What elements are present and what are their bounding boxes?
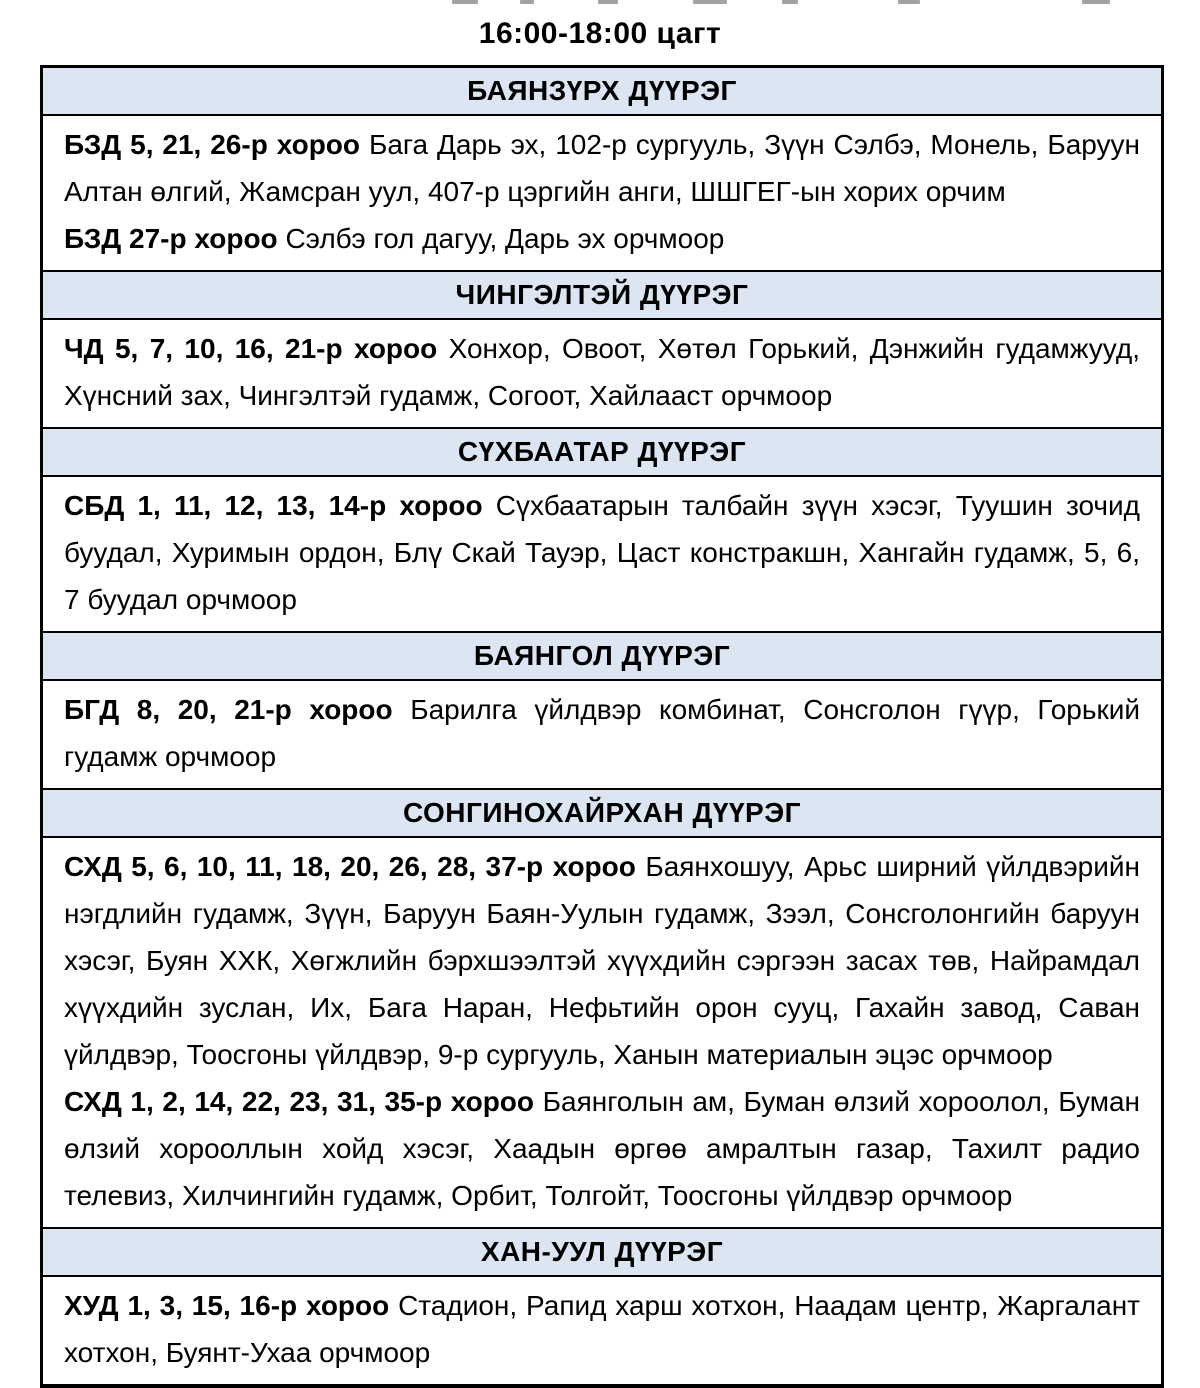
district-areas-cell [43, 1277, 1161, 1384]
area-paragraph [64, 843, 1140, 1078]
district-areas-cell [43, 320, 1161, 427]
district-section [43, 788, 1161, 1227]
area-list: Баянголын ам, Буман өлзий хороолол, Буман өлзий хорооллын хойд хэсэг, Хаадын өргөө амралтын газар, Тахилт радио телевиз, Хилчингийн гудамж, Орбит, Толгойт, Тоосгоны үйлдвэр орчмоор [64, 1086, 1140, 1211]
area-list: Барилга үйлдвэр комбинат, Сонсголон гүүр, Горький гудамж орчмоор [64, 694, 1140, 772]
khoroo-lead: БЗД 27-р хороо [64, 223, 278, 254]
district-section [43, 270, 1161, 427]
cropped-text-remnant [0, 0, 1200, 6]
khoroo-lead: СХД 1, 2, 14, 22, 23, 31, 35-р хороо [64, 1086, 535, 1117]
area-list: Баянхошуу, Арьс ширний үйлдвэрийн нэгдлийн гудамж, Зүүн, Баруун Баян-Уулын гудамж, Зээл, Сонсголонгийн баруун хэсэг, Буян ХХК, Хөгжлийн бэрхшээлтэй хүүхдийн сэргээн засах төв, Найрамдал хүүхдийн зуслан, Их, Бага Наран, Нефьтийн орон сууц, Гахайн завод, Саван үйлдвэр, Тоосгоны үйлдвэр, 9-р сургууль, Ханын материалын эцэс орчмоор [64, 851, 1140, 1070]
district-section [43, 1227, 1161, 1384]
district-header: СОНГИНОХАЙРХАН ДҮҮРЭГ [43, 788, 1161, 838]
area-list: Хонхор, Овоот, Хөтөл Горький, Дэнжийн гудамжууд, Хүнсний зах, Чингэлтэй гудамж, Согоот, Хайлааст орчмоор [64, 333, 1140, 411]
district-areas-cell [43, 116, 1161, 270]
area-paragraph [64, 686, 1140, 780]
district-areas-cell [43, 477, 1161, 631]
area-paragraph [64, 1282, 1140, 1376]
district-areas-cell [43, 681, 1161, 788]
time-range-title: 16:00-18:00 цагт [478, 17, 722, 50]
outage-schedule-table [40, 65, 1164, 1388]
khoroo-lead: ХУД 1, 3, 15, 16-р хороо [64, 1290, 390, 1321]
district-header: ХАН-УУЛ ДҮҮРЭГ [43, 1227, 1161, 1277]
district-header: СҮХБААТАР ДҮҮРЭГ [43, 427, 1161, 477]
area-list: Стадион, Рапид харш хотхон, Наадам центр, Жаргалант хотхон, Буянт-Ухаа орчмоор [64, 1290, 1140, 1368]
district-section [43, 631, 1161, 788]
district-section [43, 427, 1161, 631]
khoroo-lead: СХД 5, 6, 10, 11, 18, 20, 26, 28, 37-р хороо [64, 851, 636, 882]
area-paragraph [64, 215, 1140, 262]
area-paragraph [64, 121, 1140, 215]
district-section [43, 68, 1161, 270]
khoroo-lead: СБД 1, 11, 12, 13, 14-р хороо [64, 490, 483, 521]
area-paragraph [64, 482, 1140, 623]
area-list: Сэлбэ гол дагуу, Дарь эх орчмоор [285, 223, 725, 254]
district-header: БАЯНГОЛ ДҮҮРЭГ [43, 631, 1161, 681]
area-list: Сүхбаатарын талбайн зүүн хэсэг, Туушин зочид буудал, Хуримын ордон, Блү Скай Тауэр, Цаст констракшн, Хангайн гудамж, 5, 6, 7 буудал орчмоор [64, 490, 1140, 615]
district-areas-cell [43, 838, 1161, 1227]
area-list: Бага Дарь эх, 102-р сургууль, Зүүн Сэлбэ, Монель, Баруун Алтан өлгий, Жамсран уул, 407-р цэргийн анги, ШШГЕГ-ын хорих орчим [64, 129, 1141, 207]
area-paragraph [64, 325, 1140, 419]
area-paragraph [64, 1078, 1140, 1219]
district-header: БАЯНЗҮРХ ДҮҮРЭГ [43, 68, 1161, 116]
khoroo-lead: БГД 8, 20, 21-р хороо [64, 694, 393, 725]
khoroo-lead: ЧД 5, 7, 10, 16, 21-р хороо [64, 333, 438, 364]
khoroo-lead: БЗД 5, 21, 26-р хороо [64, 129, 361, 160]
district-header: ЧИНГЭЛТЭЙ ДҮҮРЭГ [43, 270, 1161, 320]
